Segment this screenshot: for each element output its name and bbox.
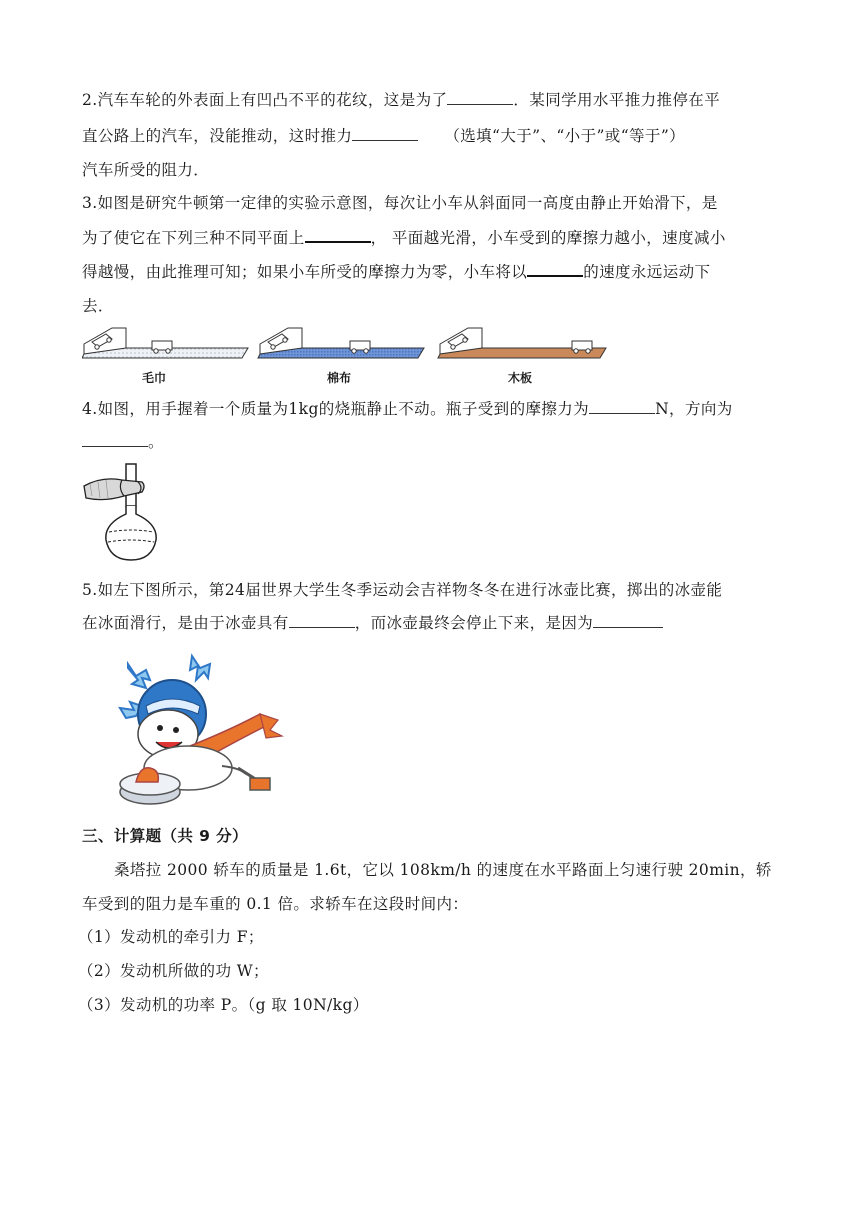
- answer-blank[interactable]: [305, 227, 371, 243]
- curling-mascot-figure: [110, 650, 286, 814]
- answer-blank[interactable]: [352, 126, 418, 141]
- q4-line1: 4.如图，用手握着一个质量为1kg的烧瓶静止不动。瓶子受到的摩擦力为 N，方向为: [82, 400, 733, 418]
- surface-label-cotton: 棉布: [327, 371, 352, 385]
- section-heading: 三、计算题（共 9 分）: [82, 827, 248, 845]
- q3-line4: 去．: [82, 297, 114, 315]
- surface-label-towel: 毛巾: [142, 371, 167, 385]
- answer-blank[interactable]: [289, 613, 355, 628]
- flask-hand-figure: [82, 462, 168, 562]
- problem-item: （3）发动机的功率 P。（g 取 10N/kg）: [78, 996, 369, 1014]
- answer-blank[interactable]: [593, 613, 663, 628]
- problem-item: （2）发动机所做的功 W；: [78, 962, 269, 980]
- q4-line2: 。: [82, 430, 164, 452]
- q3-line3: 得越慢，由此推理可知；如果小车所受的摩擦力为零，小车将以 的速度永远运动下: [82, 263, 711, 281]
- q3-line2: 为了使它在下列三种不同平面上 ， 平面越光滑，小车受到的摩擦力越小，速度减小: [82, 229, 726, 247]
- q3-line1: 3.如图是研究牛顿第一定律的实验示意图，每次让小车从斜面同一高度由静止开始滑下，是: [82, 194, 718, 212]
- ramp-cotton: [258, 328, 424, 358]
- q5-line1: 5.如左下图所示，第24届世界大学生冬季运动会吉祥物冬冬在进行冰壶比赛，掷出的冰壶能: [82, 581, 723, 599]
- problem-item: （1）发动机的牵引力 F；: [78, 928, 264, 946]
- problem-intro-line1: 桑塔拉 2000 轿车的质量是 1.6t，它以 108km/h 的速度在水平路面上匀速行驶 20min，轿: [114, 861, 772, 879]
- ramp-towel: [82, 328, 248, 358]
- answer-blank[interactable]: [82, 432, 148, 447]
- answer-blank[interactable]: [527, 261, 583, 277]
- answer-blank[interactable]: [589, 399, 655, 414]
- cart-ramp-figure: [82, 324, 622, 368]
- problem-intro-line2: 车受到的阻力是车重的 0.1 倍。求轿车在这段时间内：: [82, 895, 469, 913]
- q2-line1: 2.汽车车轮的外表面上有凹凸不平的花纹，这是为了 ．某同学用水平推力推停在平: [82, 91, 721, 109]
- q2-line2: 直公路上的汽车，没能推动，这时推力 （选填“大于”、“小于”或“等于”）: [82, 127, 686, 145]
- q5-line2: 在冰面滑行，是由于冰壶具有 ，而冰壶最终会停止下来，是因为: [82, 611, 663, 633]
- q2-line3: 汽车所受的阻力．: [82, 161, 210, 179]
- surface-label-board: 木板: [508, 371, 533, 385]
- ramp-board: [438, 328, 606, 358]
- answer-blank[interactable]: [447, 90, 513, 105]
